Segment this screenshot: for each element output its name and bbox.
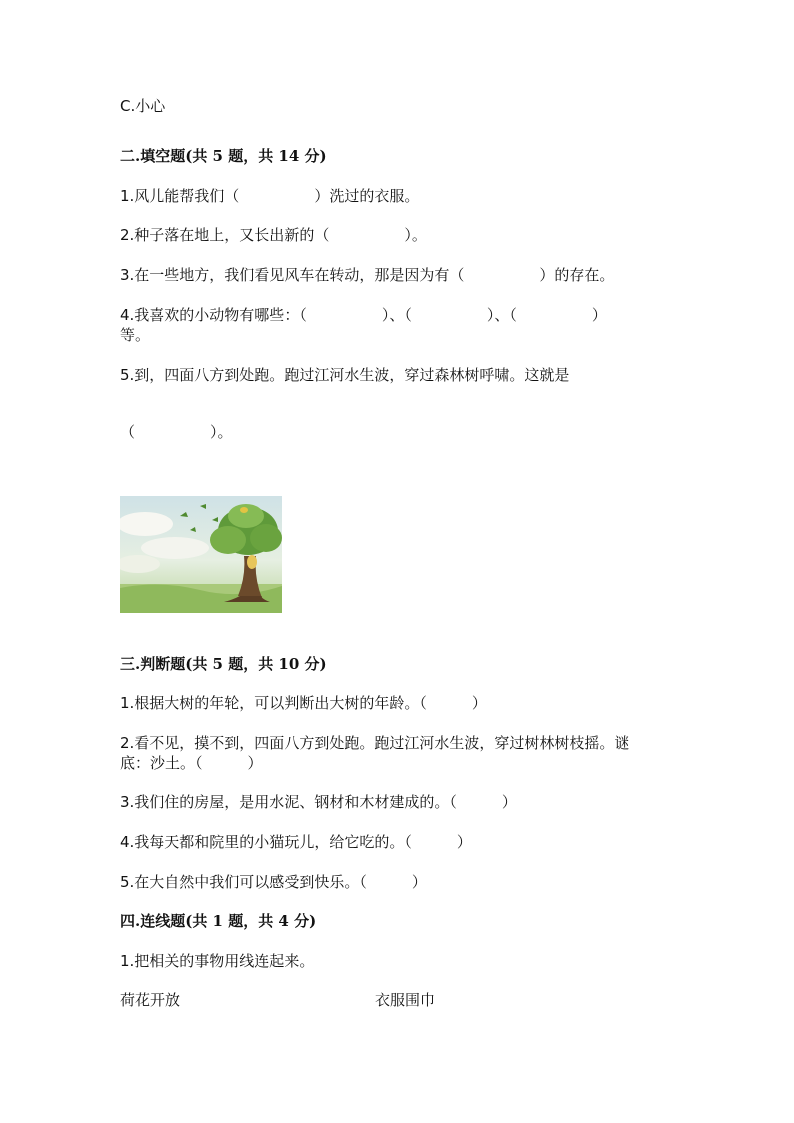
option-c: C.小心 xyxy=(120,97,166,115)
fill-question-4: 4.我喜欢的小动物有哪些：（ ）、（ ）、（ ） xyxy=(120,306,607,324)
fill-question-5: 5.到，四面八方到处跑。跑过江河水生波，穿过森林树呼啸。这就是 xyxy=(120,366,570,384)
matching-question-1: 1.把相关的事物用线连起来。 xyxy=(120,952,315,970)
fill-question-4-cont: 等。 xyxy=(120,326,151,344)
fill-question-5-cont: （ ）。 xyxy=(120,423,233,441)
judge-question-2-cont: 底：沙土。（ ） xyxy=(120,754,263,772)
section-matching-heading: 四.连线题(共 1 题，共 4 分) xyxy=(120,912,317,930)
fill-question-1: 1.风儿能帮我们（ ）洗过的衣服。 xyxy=(120,187,420,205)
judge-question-1: 1.根据大树的年轮，可以判断出大树的年龄。（ ） xyxy=(120,694,487,712)
matching-left-item[interactable]: 荷花开放 xyxy=(120,991,181,1009)
matching-right-item[interactable]: 衣服围巾 xyxy=(375,991,436,1009)
tree-with-birds-illustration xyxy=(120,496,282,613)
judge-question-2: 2.看不见，摸不到，四面八方到处跑。跑过江河水生波，穿过树林树枝摇。谜 xyxy=(120,734,630,752)
section-fill-in-heading: 二.填空题(共 5 题，共 14 分) xyxy=(120,147,327,165)
judge-question-3: 3.我们住的房屋，是用水泥、钢材和木材建成的。（ ） xyxy=(120,793,517,811)
judge-question-4: 4.我每天都和院里的小猫玩儿，给它吃的。（ ） xyxy=(120,833,472,851)
judge-question-5: 5.在大自然中我们可以感受到快乐。（ ） xyxy=(120,873,427,891)
section-judgement-heading: 三.判断题(共 5 题，共 10 分) xyxy=(120,655,327,673)
fill-question-2: 2.种子落在地上，又长出新的（ ）。 xyxy=(120,226,427,244)
fill-question-3: 3.在一些地方，我们看见风车在转动，那是因为有（ ）的存在。 xyxy=(120,266,615,284)
